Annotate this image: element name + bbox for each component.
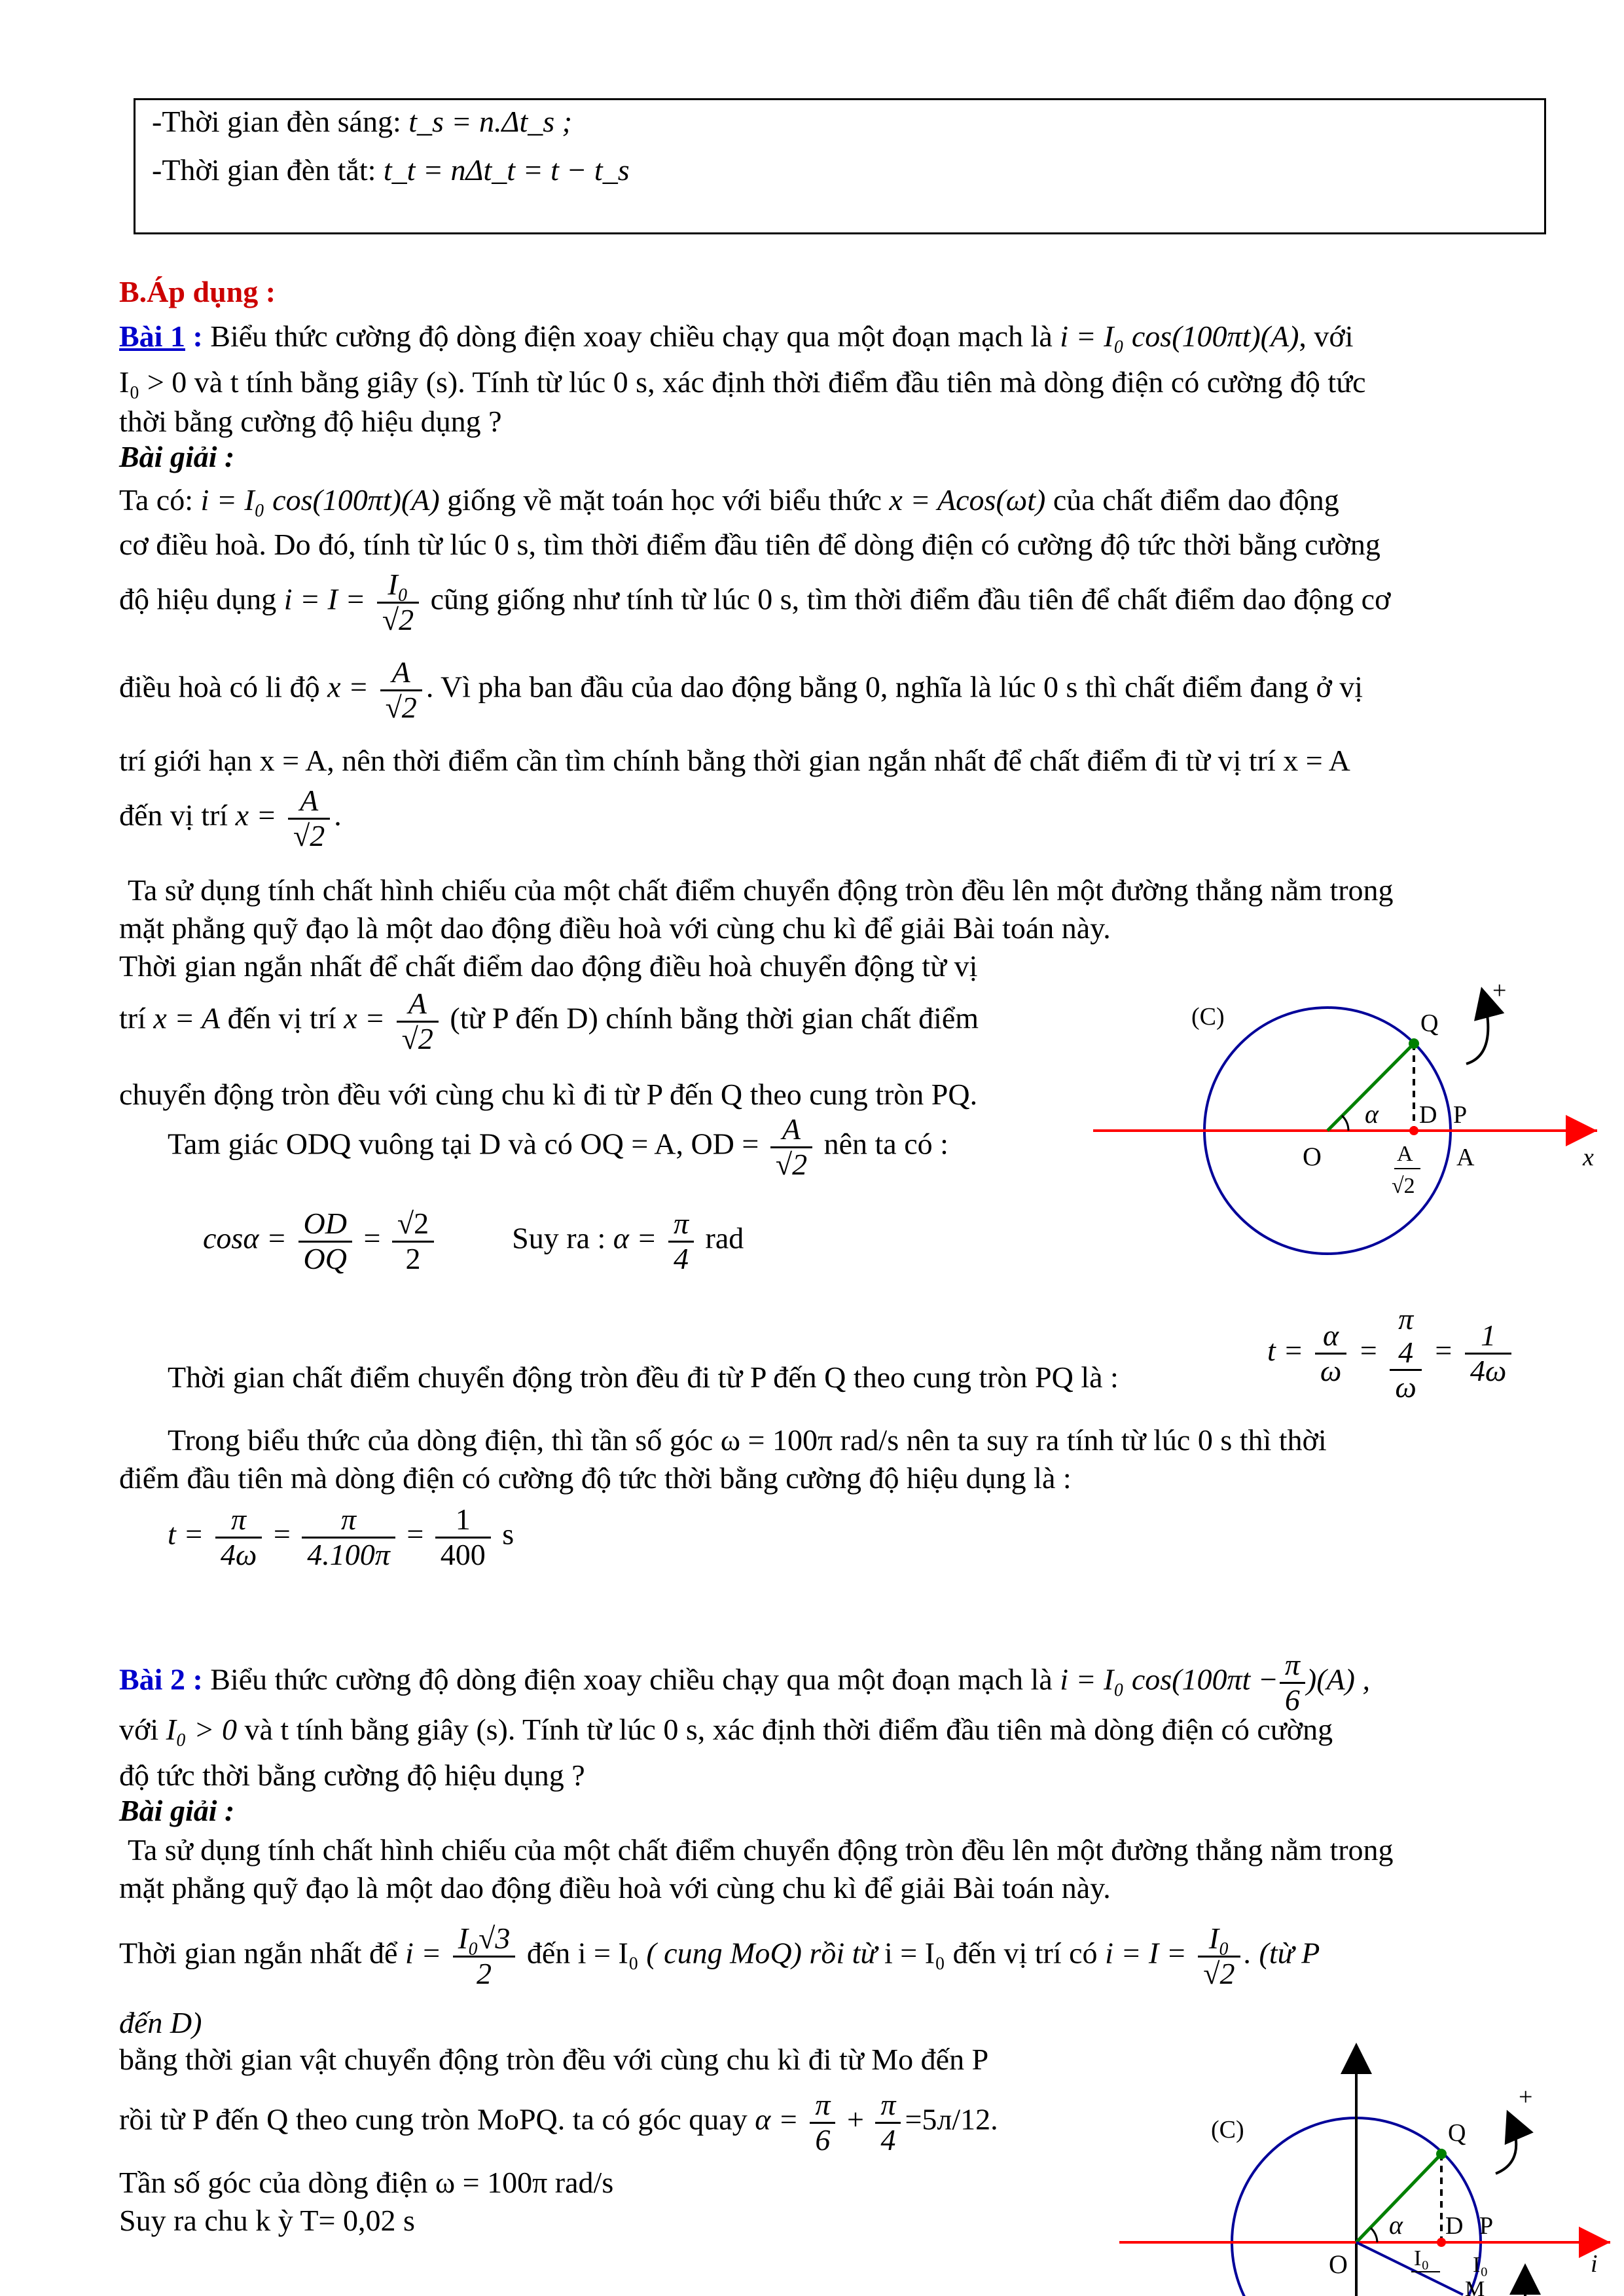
giai1-p13a: cosα = <box>203 1221 287 1255</box>
frac-den: √2 <box>1203 1956 1235 1990</box>
giai1-p1eq: i = I₀ cos(100πt)(A) <box>200 483 440 517</box>
frac-den: ω <box>1395 1370 1416 1404</box>
giai1-p1b: giống về mặt toán học với biểu thức <box>447 483 882 517</box>
frac-num: I₀ <box>377 568 419 604</box>
bai2-line2eq: I₀ > 0 <box>166 1713 237 1746</box>
giai2-p3eq2: i = I = <box>1105 1936 1187 1970</box>
giai1-final-frac-3 <box>435 1503 491 1571</box>
giai2-p3eq: i = <box>405 1936 442 1970</box>
box-line-1 <box>152 105 572 139</box>
fig1-angle-arc <box>1342 1116 1348 1131</box>
fig2-label-i0b: I₀ <box>1473 2253 1489 2277</box>
frac-num: A <box>770 1113 812 1148</box>
frac-num: π <box>1280 1649 1305 1684</box>
frac-num: A <box>380 656 422 691</box>
bai1-text: Biểu thức cường độ dòng điện xoay chiều chạy qua một đoạn mạch là <box>210 319 1053 353</box>
bai2-line2b: và t tính bằng giây (s). Tính từ lúc 0 s, xác định thời điểm đầu tiên mà dòng điện có cường <box>244 1713 1333 1746</box>
bai1-line-1 <box>119 319 1354 354</box>
giai1-line-2: cơ điều hoà. Do đó, tính từ lúc 0 s, tìm thời điểm đầu tiên để dòng điện có cường độ tức thời bằng cường <box>119 528 1380 561</box>
giai2-p6a: rồi từ P đến Q theo cung tròn MoPQ. ta có góc quay <box>119 2102 748 2136</box>
inner-den: 4 <box>1398 1335 1414 1369</box>
giai1-line-13: cosα = $\frac{OD}{OQ}$ = $\frac{√2}{2}$ Suy ra : α = $\frac{\pi}{4}$ rad <box>203 1207 744 1275</box>
frac-num: A <box>288 784 330 820</box>
fig1-label-plus: + <box>1492 977 1507 1004</box>
bai1-equation: i = I₀ cos(100πt)(A) <box>1060 319 1299 353</box>
frac-num: α <box>1315 1319 1346 1355</box>
bai2-eq-post: )(A) , <box>1306 1662 1370 1696</box>
frac-den: 4.100π <box>307 1537 390 1571</box>
figure-2-circle-diagram <box>1106 2043 1617 2296</box>
giai1-p12-frac <box>770 1113 812 1181</box>
frac-den: 2 <box>477 1956 492 1990</box>
giai1-p13b: Suy ra : <box>512 1221 606 1255</box>
giai1-p17eq: t = <box>168 1517 204 1551</box>
fig2-angle-arc <box>1371 2228 1377 2242</box>
bai2-eq-pre: i = I₀ cos(100πt − <box>1060 1662 1278 1696</box>
bai1-label: Bài 1 <box>119 319 185 353</box>
giai1-p6-frac <box>288 784 330 852</box>
giai1-t-frac-2 <box>1390 1303 1421 1404</box>
bai2-text: Biểu thức cường độ dòng điện xoay chiều chạy qua một đoạn mạch là <box>210 1662 1053 1696</box>
giai2-line-6: rồi từ P đến Q theo cung tròn MoPQ. ta có góc quay α = $\frac{\pi}{6}$ + $\frac{\pi}{4}$ =5л/12. <box>119 2088 998 2157</box>
giai1-p12b: nên ta có : <box>823 1127 948 1161</box>
giai1-line-15: Trong biểu thức của dòng điện, thì tần số góc ω = 100π rad/s nên ta suy ra tính từ lúc 0 s thì thời <box>168 1423 1327 1457</box>
fig2-label-alpha: α <box>1389 2210 1403 2240</box>
fig2-label-q: Q <box>1448 2119 1466 2147</box>
bai2-line-3: độ tức thời bằng cường độ hiệu dụng ? <box>119 1758 585 1792</box>
bai1-colon: : <box>185 319 203 353</box>
giai1-p10-frac <box>397 987 439 1055</box>
frac-den: OQ <box>303 1241 347 1275</box>
giai1-p12a: Tam giác ODQ vuông tại D và có OQ = A, OD = <box>168 1127 759 1161</box>
frac-den: √2 <box>401 1021 433 1055</box>
giai1-final-frac-2 <box>302 1503 395 1571</box>
giai2-line-7: Tần số góc của dòng điện ω = 100π rad/s <box>119 2166 614 2199</box>
giai2-p3-frac-2 <box>1198 1922 1240 1990</box>
box-line1-formula: t_s = n.Δt_s ; <box>408 105 572 138</box>
giai1-line-16: điểm đầu tiên mà dòng điện có cường độ tức thời bằng cường độ hiệu dụng là : <box>119 1461 1072 1495</box>
giai2-line-1: Ta sử dụng tính chất hình chiếu của một chất điểm chuyển động tròn đều lên một đường thẳng nằm trong <box>128 1833 1394 1867</box>
frac-num: π <box>810 2088 835 2124</box>
giai2-p6b: =5л/12. <box>905 2102 998 2136</box>
giai2-title: Bài giải : <box>119 1794 235 1827</box>
frac-den: √2 <box>382 602 414 636</box>
fig1-label-q: Q <box>1420 1010 1439 1037</box>
giai1-p1a: Ta có: <box>119 483 194 517</box>
bai2-eq-frac <box>1280 1649 1305 1717</box>
frac-den: √2 <box>293 818 325 852</box>
frac-den: ω <box>1320 1353 1342 1387</box>
frac-num: I₀√3 <box>453 1922 516 1958</box>
fig2-point-q <box>1436 2149 1447 2159</box>
giai1-p3eq: i = I = <box>283 582 366 616</box>
giai2-p3c: ( cung MoQ) rồi từ <box>646 1936 877 1970</box>
giai1-p3-frac <box>377 568 419 636</box>
giai1-p4-frac <box>380 656 422 724</box>
giai1-line-11: chuyển động tròn đều với cùng chu kì đi từ P đến Q theo cung tròn PQ. <box>119 1078 978 1111</box>
giai1-line-7: Ta sử dụng tính chất hình chiếu của một chất điểm chuyển động tròn đều lên một đường thẳng nằm trong <box>128 873 1394 907</box>
giai2-p3a: Thời gian ngắn nhất để <box>119 1936 398 1970</box>
bai2-label: Bài 2 : <box>119 1662 203 1696</box>
frac-den: 4ω <box>1470 1353 1507 1387</box>
giai2-p6-frac-1 <box>810 2088 835 2157</box>
fig2-label-plus: + <box>1519 2083 1533 2111</box>
giai1-line-4 <box>119 656 1363 724</box>
giai1-p10c: (từ P đến D) chính bằng thời gian chất điểm <box>450 1001 979 1035</box>
frac-den: 6 <box>815 2123 831 2157</box>
frac-den: 6 <box>1284 1683 1300 1717</box>
giai1-line-5: trí giới hạn x = A, nên thời điểm cần tìm chính bằng thời gian ngắn nhất để chất điểm đi từ vị trí x = A <box>119 744 1350 777</box>
box-line-2 <box>152 153 630 188</box>
giai2-p3e: . (từ P <box>1244 1936 1320 1970</box>
box-line2-label: -Thời gian đèn tắt: <box>152 153 376 187</box>
frac-num: π <box>302 1503 395 1539</box>
giai1-cos-frac-2 <box>392 1207 434 1275</box>
fig2-label-p: P <box>1479 2212 1494 2240</box>
fig1-label-a-den: √2 <box>1392 1174 1415 1198</box>
bai1-line-3: thời bằng cường độ hiệu dụng ? <box>119 405 502 438</box>
giai1-p10a: trí <box>119 1001 146 1035</box>
giai2-line-2: mặt phẳng quỹ đạo là một dao động điều hoà với cùng chu kì để giải Bài toán này. <box>119 1871 1111 1904</box>
frac-den: 4ω <box>220 1537 257 1571</box>
fig1-point-d <box>1409 1126 1418 1135</box>
giai2-line-4: đến D) <box>119 2006 202 2039</box>
fig1-label-a-num: A <box>1397 1142 1413 1166</box>
giai1-p6b: . <box>334 798 342 832</box>
bai2-line-1 <box>119 1649 1370 1717</box>
frac-den: √2 <box>775 1147 808 1181</box>
fig1-label-o: O <box>1303 1142 1322 1171</box>
giai1-p4b: . Vì pha ban đầu của dao động bằng 0, nghĩa là lúc 0 s thì chất điểm đang ở vị <box>425 670 1363 704</box>
fig2-label-d: D <box>1445 2212 1464 2240</box>
fig1-label-x: x <box>1583 1144 1594 1171</box>
giai1-line-8: mặt phẳng quỹ đạo là một dao động điều hoà với cùng chu kì để giải Bài toán này. <box>119 911 1111 945</box>
giai1-t-frac-3 <box>1465 1319 1511 1387</box>
section-title: B.Áp dụng : <box>119 275 276 308</box>
bai1-line-2: I₀ > 0 và t tính bằng giây (s). Tính từ lúc 0 s, xác định thời điểm đầu tiên mà dòng điện có cường độ tức <box>119 365 1366 399</box>
giai2-p3-frac <box>453 1922 516 1990</box>
fig2-label-c: (C) <box>1211 2116 1244 2143</box>
fig1-label-d: D <box>1419 1101 1437 1129</box>
giai1-line-14: Thời gian chất điểm chuyển động tròn đều đi từ P đến Q theo cung tròn PQ là : <box>168 1360 1119 1394</box>
giai1-p4a: điều hoà có li độ <box>119 670 320 704</box>
giai1-p10b: đến vị trí <box>227 1001 336 1035</box>
giai1-p6a: đến vị trí <box>119 798 228 832</box>
inner-num: π <box>1398 1302 1414 1336</box>
fig2-label-i: i <box>1591 2250 1598 2278</box>
giai1-title: Bài giải : <box>119 440 235 473</box>
giai1-p17unit: s <box>502 1517 514 1551</box>
frac-num: I₀ <box>1198 1922 1240 1958</box>
giai1-p1c: của chất điểm dao động <box>1053 483 1339 517</box>
giai1-p3b: cũng giống như tính từ lúc 0 s, tìm thời điểm đầu tiên để chất điểm dao động cơ <box>430 582 1391 616</box>
giai1-line-12 <box>168 1113 948 1181</box>
giai1-alpha-frac <box>668 1207 694 1275</box>
fig1-label-a: A <box>1456 1144 1475 1171</box>
frac-num: OD <box>298 1207 352 1243</box>
frac-num: 1 <box>1465 1319 1511 1355</box>
frac-num: 1 <box>435 1503 491 1539</box>
frac-den: 2 <box>405 1241 421 1275</box>
giai2-p3b: đến i = I₀ <box>526 1936 639 1970</box>
giai1-p3a: độ hiệu dụng <box>119 582 277 616</box>
giai1-p6eq: x = <box>235 798 277 832</box>
frac-num: π <box>668 1207 694 1243</box>
fig1-point-q <box>1409 1038 1419 1049</box>
giai1-p10eq1: x = A <box>153 1001 221 1035</box>
fig2-label-m: M <box>1465 2277 1485 2296</box>
frac-num: π <box>215 1503 262 1539</box>
frac-num: √2 <box>392 1207 434 1243</box>
giai1-p4eq: x = <box>327 670 369 704</box>
fig2-label-o: O <box>1329 2250 1348 2279</box>
giai1-line-1 <box>119 483 1339 518</box>
figure-1-circle-diagram <box>1087 975 1604 1257</box>
fig2-label-i0a: I₀ <box>1414 2246 1430 2270</box>
giai2-p6eq: α = <box>755 2102 799 2136</box>
frac-den: √2 <box>385 690 417 724</box>
fig2-rotation-arrow <box>1496 2115 1516 2174</box>
giai2-line-8: Suy ra chu k ỳ T= 0,02 s <box>119 2204 415 2237</box>
fig1-label-alpha: α <box>1365 1099 1379 1129</box>
frac-den: 400 <box>440 1537 486 1571</box>
bai2-line2a: với <box>119 1713 159 1746</box>
giai1-line-3 <box>119 568 1390 636</box>
giai1-p10eq2: x = <box>344 1001 386 1035</box>
giai1-t-equation: t = $\frac{\alpha}{\omega}$ = π 4 ω = $\frac{1}{4\omega}$ <box>1267 1303 1515 1404</box>
giai1-cos-frac-1 <box>298 1207 352 1275</box>
giai1-t-frac-1 <box>1315 1319 1346 1387</box>
giai1-line-17: t = $\frac{\pi}{4\omega}$ = $\frac{\pi}{4.100\pi}$ = $\frac{1}{400}$ s <box>168 1503 514 1571</box>
giai1-line-10 <box>119 987 979 1055</box>
box-line2-formula: t_t = nΔt_t = t − t_s <box>383 153 630 187</box>
fig2-point-d <box>1437 2238 1446 2247</box>
giai1-p13c: α = <box>613 1221 657 1255</box>
frac-den: 4 <box>880 2123 896 2157</box>
giai2-line-5: bằng thời gian vật chuyển động tròn đều với cùng chu kì đi từ Mo đến P <box>119 2043 989 2076</box>
giai2-p6-frac-2 <box>875 2088 901 2157</box>
frac-num: π <box>875 2088 901 2124</box>
fig1-rotation-arrow <box>1466 992 1488 1064</box>
giai1-p1eq2: x = Acos(ωt) <box>889 483 1046 517</box>
giai1-p13unit: rad <box>705 1221 744 1255</box>
giai2-line-3 <box>119 1922 1320 1990</box>
fig1-label-c: (C) <box>1191 1003 1225 1030</box>
bai1-text-b: , với <box>1299 319 1354 353</box>
giai1-p14eq: t = <box>1267 1333 1304 1367</box>
giai1-final-frac-1 <box>215 1503 262 1571</box>
giai1-line-9: Thời gian ngắn nhất để chất điểm dao động điều hoà chuyển động từ vị <box>119 949 978 983</box>
box-line1-label: -Thời gian đèn sáng: <box>152 105 401 138</box>
fig2-radius-m <box>1356 2242 1463 2295</box>
fig1-label-p: P <box>1453 1101 1468 1129</box>
frac-num: A <box>397 987 439 1023</box>
bai2-line-2 <box>119 1713 1333 1747</box>
frac-den: 4 <box>673 1241 689 1275</box>
giai1-line-6 <box>119 784 342 852</box>
giai2-p3d: i = I₀ đến vị trí có <box>884 1936 1098 1970</box>
